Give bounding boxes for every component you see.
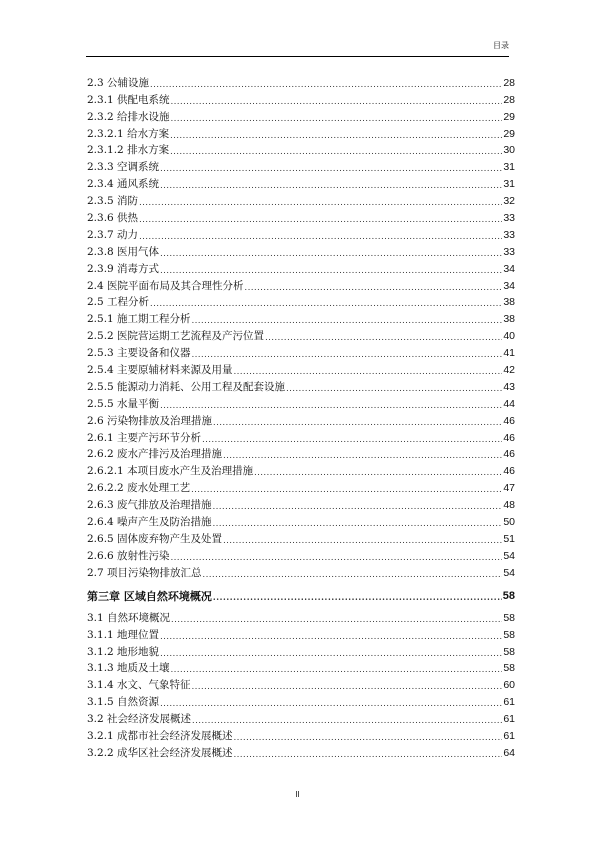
toc-entry-label: 2.5.5 能源动力消耗、公用工程及配套设施: [87, 380, 286, 393]
toc-entry-label: 2.3.9 消毒方式: [87, 262, 160, 275]
toc-entry-label: 2.3.6 供热: [87, 212, 139, 225]
toc-entry[interactable]: [87, 743, 515, 760]
toc-entry-page: 41: [503, 347, 515, 360]
toc-entry[interactable]: [87, 445, 515, 462]
toc-entry[interactable]: [87, 124, 515, 141]
toc-entry-page: 54: [503, 549, 515, 562]
toc-entry-page: 40: [503, 330, 515, 343]
toc-entry-page: 58: [503, 611, 515, 624]
toc-entry-page: 58: [503, 628, 515, 641]
toc-dot-leader: [171, 614, 502, 625]
toc-entry[interactable]: [87, 208, 515, 225]
toc-entry-label: 2.3.2 给排水设施: [87, 110, 170, 123]
toc-entry[interactable]: [87, 394, 515, 411]
toc-entry-label: 2.6.2.2 废水处理工艺: [87, 482, 191, 495]
toc-dot-leader: [234, 732, 503, 743]
toc-entry-page: 58: [502, 589, 515, 602]
toc-dot-leader: [192, 681, 503, 692]
toc-entry[interactable]: [87, 326, 515, 343]
toc-dot-leader: [234, 366, 503, 377]
toc-entry-page: 38: [503, 313, 515, 326]
toc-entry-page: 28: [503, 93, 515, 106]
toc-entry-label: 3.1.2 地形地貌: [87, 645, 160, 658]
toc-entry-page: 33: [503, 228, 515, 241]
toc-entry[interactable]: [87, 157, 515, 174]
toc-entry-label: 第三章 区域自然环境概况: [87, 589, 212, 603]
toc-entry-page: 38: [503, 296, 515, 309]
toc-dot-leader: [223, 535, 502, 546]
toc-entry[interactable]: [87, 692, 515, 709]
toc-dot-leader: [192, 349, 503, 360]
toc-entry-page: 60: [503, 679, 515, 692]
toc-entry-label: 2.3.5 消防: [87, 195, 139, 208]
toc-entry[interactable]: [87, 259, 515, 276]
toc-entry-label: 2.7 项目污染物排放汇总: [87, 566, 202, 579]
page-number: II: [295, 790, 300, 799]
toc-dot-leader: [254, 467, 502, 478]
toc-dot-leader: [170, 146, 502, 157]
toc-entry-page: 33: [503, 245, 515, 258]
toc-entry[interactable]: [87, 659, 515, 676]
toc-dot-leader: [192, 715, 502, 726]
toc-dot-leader: [139, 197, 502, 208]
toc-entry[interactable]: [87, 675, 515, 692]
toc-entry-page: 58: [503, 645, 515, 658]
toc-entry[interactable]: [87, 293, 515, 310]
toc-entry-label: 3.1 自然环境概况: [87, 611, 171, 624]
toc-entry-page: 29: [503, 110, 515, 123]
toc-entry-label: 2.3.1 供配电系统: [87, 93, 170, 106]
toc-entry-page: 34: [503, 262, 515, 275]
toc-entry-label: 2.6.4 噪声产生及防治措施: [87, 516, 212, 529]
toc-entry-label: 2.6.5 固体废弃物产生及处置: [87, 532, 223, 545]
toc-entry-page: 61: [503, 729, 515, 742]
toc-dot-leader: [213, 417, 502, 428]
toc-entry-page: 61: [503, 696, 515, 709]
toc-entry-page: 31: [503, 178, 515, 191]
page-header: [86, 40, 509, 57]
toc-entry-label: 2.3.4 通风系统: [87, 178, 160, 191]
toc-entry[interactable]: [87, 603, 515, 625]
toc-entry-label: 2.3 公辅设施: [87, 76, 150, 89]
toc-dot-leader: [150, 298, 502, 309]
toc-entry-page: 43: [503, 380, 515, 393]
toc-dot-leader: [160, 180, 502, 191]
toc-entry-page: 46: [503, 414, 515, 427]
toc-dot-leader: [192, 315, 503, 326]
toc-entry[interactable]: [87, 495, 515, 512]
toc-entry-page: 46: [503, 431, 515, 444]
toc-entry-label: 2.5 工程分析: [87, 296, 150, 309]
toc-entry-page: 32: [503, 195, 515, 208]
toc-entry-page: 46: [503, 465, 515, 478]
toc-dot-leader: [171, 552, 503, 563]
toc-entry[interactable]: [87, 377, 515, 394]
toc-dot-leader: [170, 130, 502, 141]
toc-dot-leader: [213, 518, 503, 529]
toc-dot-leader: [223, 450, 502, 461]
toc-dot-leader: [139, 231, 502, 242]
toc-entry-label: 2.5.5 水量平衡: [87, 397, 160, 410]
toc-dot-leader: [160, 400, 502, 411]
toc-entry-label: 2.6.3 废气排放及治理措施: [87, 499, 212, 512]
toc-entry[interactable]: [87, 529, 515, 546]
toc-entry-page: 28: [503, 76, 515, 89]
toc-dot-leader: [171, 96, 503, 107]
toc-entry-page: 54: [503, 566, 515, 579]
toc-entry[interactable]: [87, 141, 515, 158]
toc-entry-label: 3.2.1 成都市社会经济发展概述: [87, 729, 233, 742]
toc-entry-page: 29: [503, 127, 515, 140]
toc-dot-leader: [191, 484, 502, 495]
toc-dot-leader: [202, 434, 502, 445]
toc-dot-leader: [160, 248, 502, 259]
toc-entry-label: 2.6.2.1 本项目废水产生及治理措施: [87, 465, 254, 478]
toc-entry-label: 2.5.3 主要设备和仪器: [87, 347, 191, 360]
toc-dot-leader: [160, 265, 502, 276]
toc-entry-label: 2.3.2.1 给水方案: [87, 127, 170, 140]
toc-entry[interactable]: [87, 309, 515, 326]
toc-entry[interactable]: [87, 343, 515, 360]
toc-entry-label: 3.2.2 成华区社会经济发展概述: [87, 746, 233, 759]
toc-entry[interactable]: [87, 709, 515, 726]
toc-dot-leader: [160, 648, 502, 659]
toc-entry-label: 2.3.8 医用气体: [87, 245, 160, 258]
toc-dot-leader: [171, 664, 503, 675]
toc-entry-label: 3.2 社会经济发展概述: [87, 713, 192, 726]
toc-entry-label: 2.4 医院平面布局及其合理性分析: [87, 279, 244, 292]
toc-entry[interactable]: [87, 360, 515, 377]
toc-dot-leader: [160, 698, 502, 709]
toc-entry[interactable]: [87, 411, 515, 428]
toc-entry-page: 30: [503, 144, 515, 157]
toc-dot-leader: [171, 113, 503, 124]
toc-entry-label: 3.1.1 地理位置: [87, 628, 160, 641]
toc-entry[interactable]: [87, 276, 515, 293]
toc-entry-page: 34: [503, 279, 515, 292]
toc-dot-leader: [234, 749, 503, 760]
toc-dot-leader: [286, 383, 502, 394]
toc-entry-label: 3.1.5 自然资源: [87, 696, 160, 709]
toc-entry[interactable]: [87, 73, 515, 90]
toc-entry-page: 50: [503, 516, 515, 529]
toc-entry[interactable]: [87, 461, 515, 478]
toc-entry-page: 48: [503, 499, 515, 512]
toc-dot-leader: [213, 592, 502, 603]
toc-dot-leader: [245, 282, 503, 293]
toc-entry-label: 2.6.6 放射性污染: [87, 549, 170, 562]
toc-dot-leader: [213, 501, 503, 512]
toc-entry-label: 3.1.3 地质及土壤: [87, 662, 170, 675]
toc-entry-page: 46: [503, 448, 515, 461]
toc-dot-leader: [265, 332, 502, 343]
toc-entry-page: 47: [503, 482, 515, 495]
toc-entry[interactable]: [87, 242, 515, 259]
toc-entry-label: 2.3.1.2 排水方案: [87, 144, 170, 157]
toc-entry[interactable]: [87, 174, 515, 191]
toc-dot-leader: [139, 214, 502, 225]
toc-entry-page: 31: [503, 161, 515, 174]
toc-entry[interactable]: [87, 563, 515, 580]
toc-entry-label: 2.5.1 施工期工程分析: [87, 313, 191, 326]
toc-dot-leader: [160, 631, 502, 642]
toc-entry-page: 51: [503, 532, 515, 545]
toc-entry-label: 2.6 污染物排放及治理措施: [87, 414, 213, 427]
toc-chapter-entry[interactable]: [87, 580, 515, 603]
toc-entry-label: 2.5.4 主要原辅材料来源及用量: [87, 364, 233, 377]
toc-entry-page: 44: [503, 397, 515, 410]
toc-entry[interactable]: [87, 225, 515, 242]
toc-entry[interactable]: [87, 478, 515, 495]
toc-dot-leader: [203, 569, 503, 580]
toc-entry[interactable]: [87, 726, 515, 743]
toc-entry[interactable]: [87, 428, 515, 445]
toc-entry-label: 2.5.2 医院营运期工艺流程及产污位置: [87, 330, 265, 343]
toc-entry-page: 42: [503, 364, 515, 377]
toc-entry[interactable]: [87, 191, 515, 208]
toc-entry-page: 64: [503, 746, 515, 759]
toc-entry[interactable]: [87, 512, 515, 529]
header-title: 目录: [493, 41, 509, 50]
toc-entry-label: 2.3.3 空调系统: [87, 161, 160, 174]
toc-dot-leader: [150, 79, 502, 90]
table-of-contents: [87, 73, 515, 760]
toc-entry-page: 61: [503, 713, 515, 726]
toc-entry[interactable]: [87, 642, 515, 659]
toc-entry[interactable]: [87, 107, 515, 124]
toc-entry-page: 58: [503, 662, 515, 675]
toc-entry-label: 3.1.4 水文、气象特征: [87, 679, 191, 692]
toc-entry-page: 33: [503, 212, 515, 225]
toc-entry-label: 2.3.7 动力: [87, 228, 139, 241]
toc-entry-label: 2.6.2 废水产排污及治理措施: [87, 448, 223, 461]
toc-entry[interactable]: [87, 546, 515, 563]
toc-entry[interactable]: [87, 90, 515, 107]
toc-entry-label: 2.6.1 主要产污环节分析: [87, 431, 202, 444]
toc-entry[interactable]: [87, 625, 515, 642]
toc-dot-leader: [160, 163, 502, 174]
